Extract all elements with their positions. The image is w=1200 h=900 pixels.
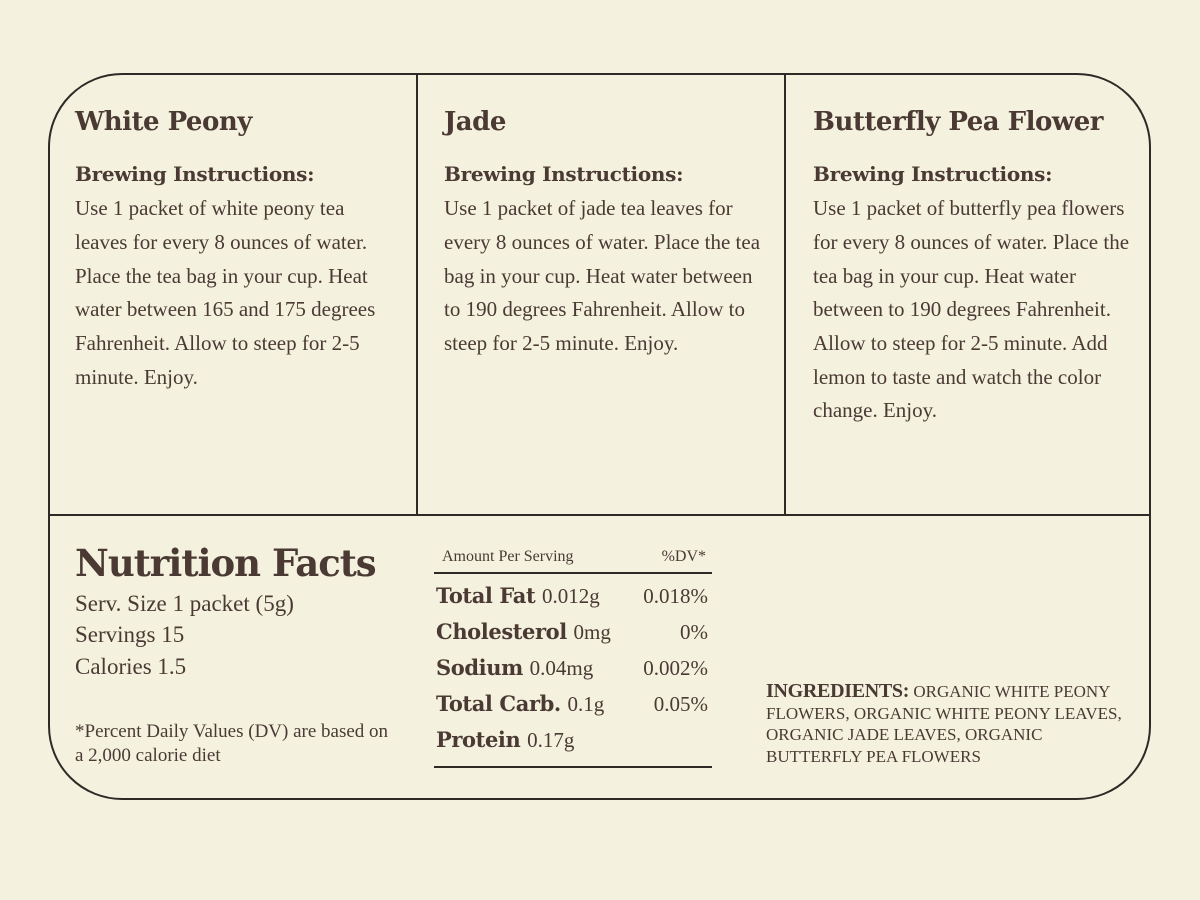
brewing-heading: Brewing Instructions:: [813, 162, 1053, 187]
nutrient-row: [434, 650, 712, 686]
nutrient-amount: 0.012g: [541, 584, 600, 608]
tea-label-card: [48, 73, 1151, 800]
tea-name: White Peony: [75, 107, 252, 137]
nutrition-table-header: [434, 546, 712, 574]
tea-name: Jade: [444, 107, 506, 137]
column-divider-1: [416, 75, 418, 515]
nutrient-dv: 0.002%: [643, 656, 708, 680]
nutrient-label: Sodium: [436, 655, 523, 680]
nutrient-dv: 0%: [680, 620, 708, 644]
nutrient-amount: 0.04mg: [529, 656, 594, 680]
amount-per-serving-header: Amount Per Serving: [442, 548, 574, 565]
calories: Calories 1.5: [75, 653, 187, 679]
ingredients-label: INGREDIENTS:: [766, 680, 910, 702]
nutrient-row: [434, 686, 712, 722]
tea-name: Butterfly Pea Flower: [813, 107, 1103, 137]
nutrient-label: Protein: [436, 727, 521, 752]
brewing-instructions: Use 1 packet of butterfly pea flowers for every 8 ounces of water. Place the tea bag in your cup. Heat water between to 190 degrees Fahrenheit. Allow to steep for 2-5 minute. Add lemon to taste and watch the color change. Enjoy.: [813, 196, 1130, 423]
nutrient-amount: 0.1g: [567, 692, 605, 716]
nutrient-row: [434, 722, 712, 758]
nutrient-row: [434, 614, 712, 650]
nutrition-facts-summary: [75, 543, 395, 768]
dv-footnote: *Percent Daily Values (DV) are based on a 2,000 calorie diet: [75, 721, 389, 767]
nutrient-label: Cholesterol: [436, 619, 567, 644]
tea-section-white-peony: [75, 107, 400, 394]
nutrition-table: [434, 546, 712, 768]
nutrient-amount: 0mg: [573, 620, 611, 644]
tea-section-jade: [444, 107, 769, 361]
tea-section-butterfly-pea: [813, 107, 1138, 428]
nutrient-amount: 0.17g: [527, 728, 575, 752]
brewing-instructions: Use 1 packet of jade tea leaves for every 8 ounces of water. Place the tea bag in your cup. Heat water between to 190 degrees Fahrenheit. Allow to steep for 2-5 minute. Enjoy.: [444, 196, 761, 355]
serving-size: Serv. Size 1 packet (5g): [75, 590, 294, 616]
nutrient-label: Total Fat: [436, 583, 536, 608]
ingredients-text: ORGANIC WHITE PEONY FLOWERS, ORGANIC WHITE PEONY LEAVES, ORGANIC JADE LEAVES, ORGANIC BUTTERFLY PEA FLOWERS: [766, 682, 1122, 766]
horizontal-divider: [50, 514, 1149, 516]
brewing-instructions: Use 1 packet of white peony tea leaves for every 8 ounces of water. Place the tea bag in your cup. Heat water between 165 and 175 degrees Fahrenheit. Allow to steep for 2-5 minute. Enjoy.: [75, 196, 376, 389]
column-divider-2: [784, 75, 786, 515]
brewing-heading: Brewing Instructions:: [75, 162, 315, 187]
brewing-heading: Brewing Instructions:: [444, 162, 684, 187]
nutrition-facts-title: Nutrition Facts: [75, 541, 376, 585]
nutrient-label: Total Carb.: [436, 691, 561, 716]
nutrient-dv: 0.018%: [643, 584, 708, 608]
servings: Servings 15: [75, 622, 185, 648]
nutrition-table-bottom-rule: [434, 766, 712, 768]
ingredients-block: [766, 681, 1136, 767]
nutrient-row: [434, 578, 712, 614]
dv-header: %DV*: [661, 548, 706, 565]
nutrient-dv: 0.05%: [653, 692, 708, 716]
